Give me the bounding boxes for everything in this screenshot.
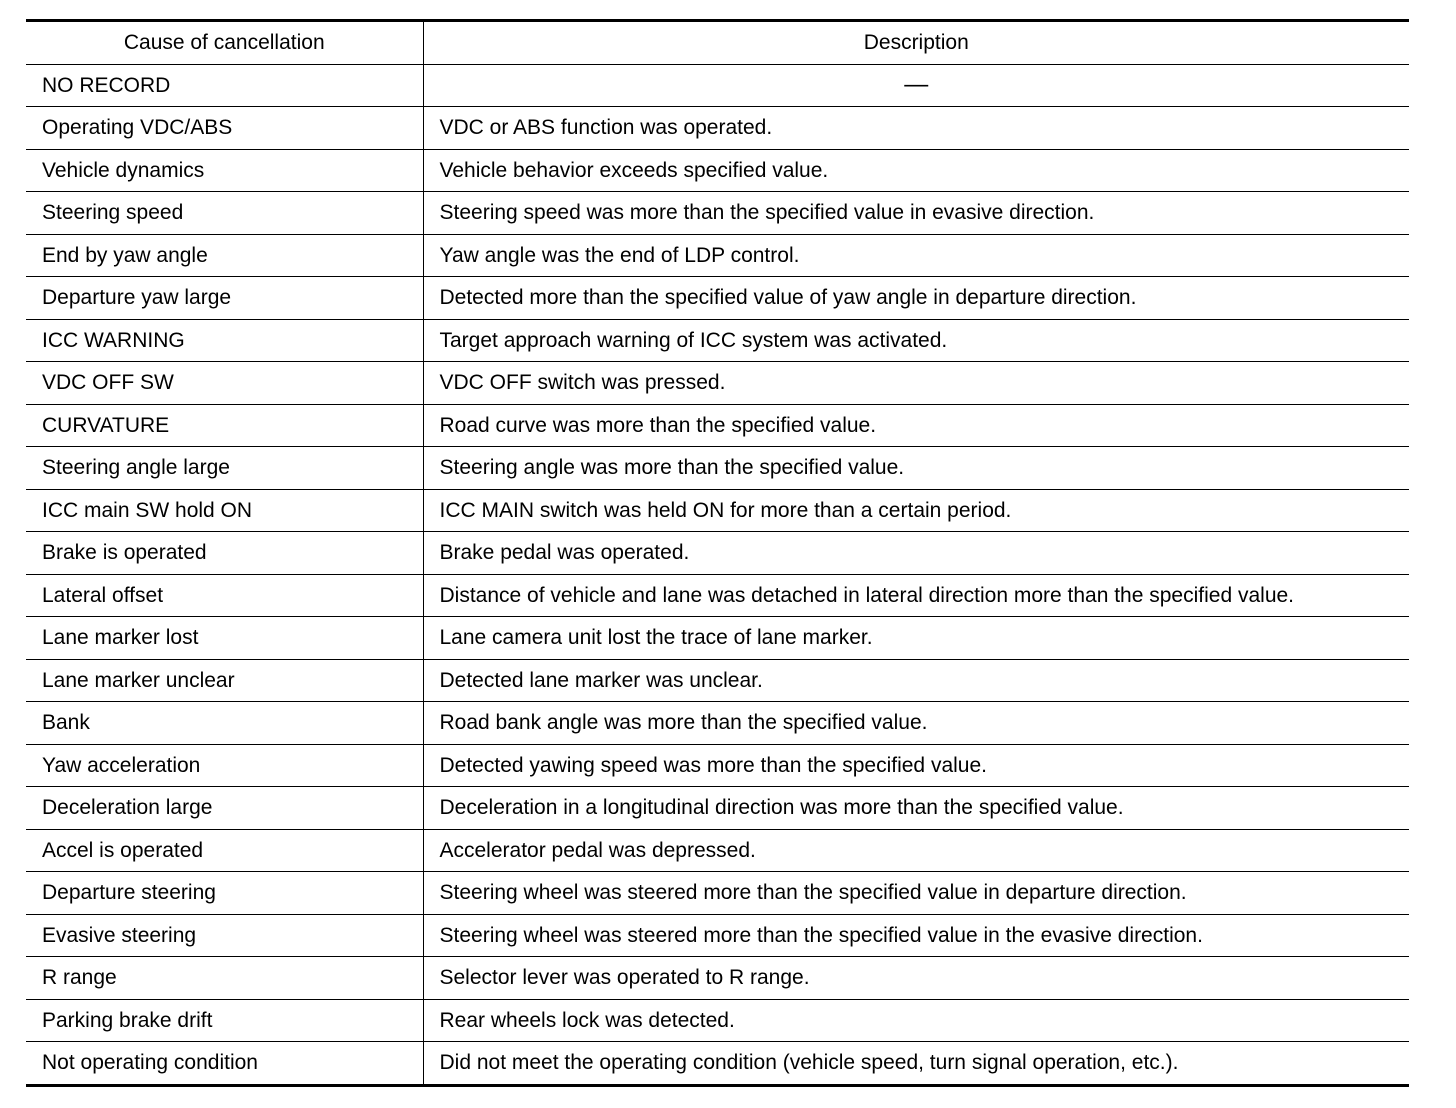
table-row (26, 149, 1409, 192)
table-row (26, 957, 1409, 1000)
description-cell: Detected yawing speed was more than the specified value. (423, 744, 1409, 787)
table-row (26, 64, 1409, 107)
table-row (26, 234, 1409, 277)
table-row (26, 404, 1409, 447)
description-cell: Vehicle behavior exceeds specified value. (423, 149, 1409, 192)
table-row (26, 617, 1409, 660)
cancellation-cause-table (26, 19, 1409, 1087)
cause-cell: Lateral offset (26, 574, 423, 617)
table-body (26, 64, 1409, 1085)
cause-cell: Steering speed (26, 192, 423, 235)
description-cell: Steering wheel was steered more than the specified value in the evasive direction. (423, 914, 1409, 957)
table-row (26, 192, 1409, 235)
header-row (26, 21, 1409, 65)
cause-cell: End by yaw angle (26, 234, 423, 277)
cause-cell: Departure yaw large (26, 277, 423, 320)
table-row (26, 574, 1409, 617)
table-row (26, 914, 1409, 957)
cause-cell: Departure steering (26, 872, 423, 915)
table-row (26, 872, 1409, 915)
cause-cell: R range (26, 957, 423, 1000)
description-cell: Detected more than the specified value of yaw angle in departure direction. (423, 277, 1409, 320)
description-cell: Road curve was more than the specified value. (423, 404, 1409, 447)
description-cell: Deceleration in a longitudinal direction was more than the specified value. (423, 787, 1409, 830)
table-row (26, 447, 1409, 490)
column-header-description: Description (423, 21, 1409, 65)
cause-cell: Steering angle large (26, 447, 423, 490)
cause-cell: CURVATURE (26, 404, 423, 447)
cause-cell: Brake is operated (26, 532, 423, 575)
cause-cell: Bank (26, 702, 423, 745)
column-header-cause: Cause of cancellation (26, 21, 423, 65)
cause-cell: Accel is operated (26, 829, 423, 872)
table-row (26, 489, 1409, 532)
description-cell: Accelerator pedal was depressed. (423, 829, 1409, 872)
table-row (26, 362, 1409, 405)
cause-cell: VDC OFF SW (26, 362, 423, 405)
cause-cell: Yaw acceleration (26, 744, 423, 787)
cause-cell: Not operating condition (26, 1042, 423, 1086)
description-cell: Rear wheels lock was detected. (423, 999, 1409, 1042)
table-row (26, 744, 1409, 787)
description-cell: Yaw angle was the end of LDP control. (423, 234, 1409, 277)
table-row (26, 107, 1409, 150)
table-row (26, 702, 1409, 745)
cause-cell: ICC main SW hold ON (26, 489, 423, 532)
table-header (26, 21, 1409, 65)
description-cell: Lane camera unit lost the trace of lane marker. (423, 617, 1409, 660)
description-cell: Distance of vehicle and lane was detached in lateral direction more than the specified value. (423, 574, 1409, 617)
cause-cell: Lane marker unclear (26, 659, 423, 702)
table-row (26, 829, 1409, 872)
description-cell: Steering wheel was steered more than the specified value in departure direction. (423, 872, 1409, 915)
description-cell: ICC MAIN switch was held ON for more than a certain period. (423, 489, 1409, 532)
cause-cell: Lane marker lost (26, 617, 423, 660)
description-cell: Detected lane marker was unclear. (423, 659, 1409, 702)
cause-cell: Operating VDC/ABS (26, 107, 423, 150)
description-cell: Road bank angle was more than the specified value. (423, 702, 1409, 745)
cause-cell: ICC WARNING (26, 319, 423, 362)
description-cell: Steering speed was more than the specified value in evasive direction. (423, 192, 1409, 235)
description-cell: Brake pedal was operated. (423, 532, 1409, 575)
table-row (26, 659, 1409, 702)
table-row (26, 787, 1409, 830)
cause-cell: Deceleration large (26, 787, 423, 830)
description-cell: Steering angle was more than the specified value. (423, 447, 1409, 490)
description-cell: — (423, 64, 1409, 107)
cause-cell: Parking brake drift (26, 999, 423, 1042)
description-cell: VDC or ABS function was operated. (423, 107, 1409, 150)
table-row (26, 532, 1409, 575)
description-cell: Did not meet the operating condition (vehicle speed, turn signal operation, etc.). (423, 1042, 1409, 1086)
description-cell: Target approach warning of ICC system was activated. (423, 319, 1409, 362)
cause-cell: Evasive steering (26, 914, 423, 957)
table-row (26, 999, 1409, 1042)
cause-cell: Vehicle dynamics (26, 149, 423, 192)
description-cell: Selector lever was operated to R range. (423, 957, 1409, 1000)
table-row (26, 277, 1409, 320)
table-row (26, 1042, 1409, 1086)
description-cell: VDC OFF switch was pressed. (423, 362, 1409, 405)
table-row (26, 319, 1409, 362)
cause-cell: NO RECORD (26, 64, 423, 107)
